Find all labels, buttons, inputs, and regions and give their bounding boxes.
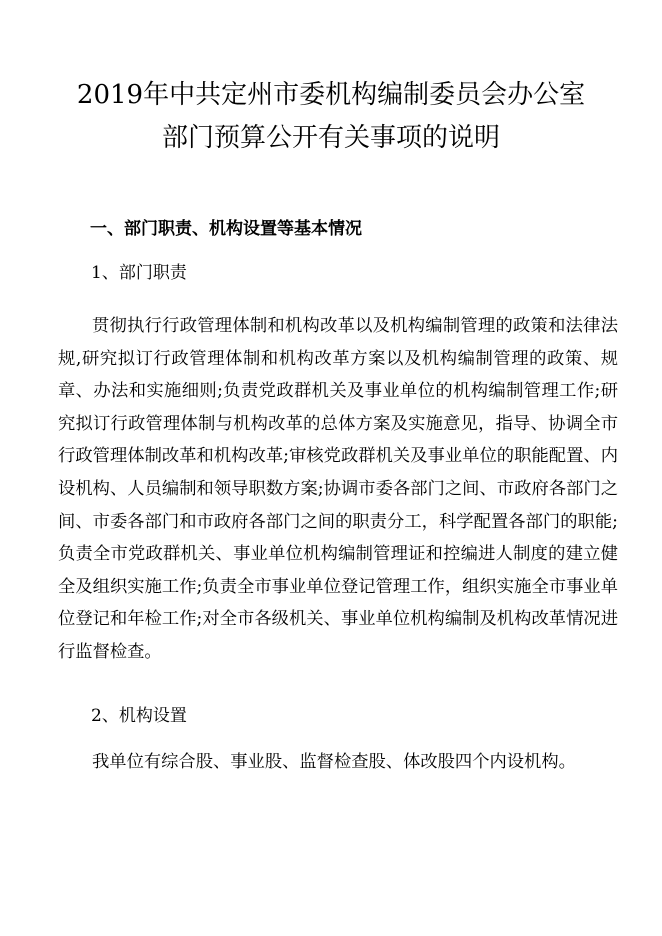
paragraph-organization: 我单位有综合股、事业股、监督检查股、体改股四个内设机构。 xyxy=(92,752,576,772)
document-title-line-2: 部门预算公开有关事项的说明 xyxy=(161,123,500,153)
subsection-heading-organization: 2、机构设置 xyxy=(91,706,187,726)
document-title-line-1: 2019年中共定州市委机构编制委员会办公室 xyxy=(76,80,586,110)
paragraph-duties: 贯彻执行行政管理体制和机构改革以及机构编制管理的政策和法律法规,研究拟订行政管理体制和机构改革方案以及机构编制管理的政策、规章、办法和实施细则;负责党政群机关及事业单位的机构编制管理工作;研究拟订行政管理体制与机构改革的总体方案及实施意见，指导、协调全市行政管理体制改革和机构改革;审核党政群机关及事业单位的职能配置、内设机构、人员编制和领导职数方案;协调市委各部门之间、市政府各部门之间、市委各部门和市政府各部门之间的职责分工，科学配置各部门的职能;负责全市党政群机关、事业单位机构编制管理证和控编进人制度的建立健全及组织实施工作;负责全市事业单位登记管理工作，组织实施全市事业单位登记和年检工作;对全市各级机关、事业单位机构编制及机构改革情况进行监督检查。 xyxy=(58,316,618,662)
subsection-heading-duties: 1、部门职责 xyxy=(91,263,187,283)
section-heading-basic-info: 一、部门职责、机构设置等基本情况 xyxy=(90,219,362,239)
